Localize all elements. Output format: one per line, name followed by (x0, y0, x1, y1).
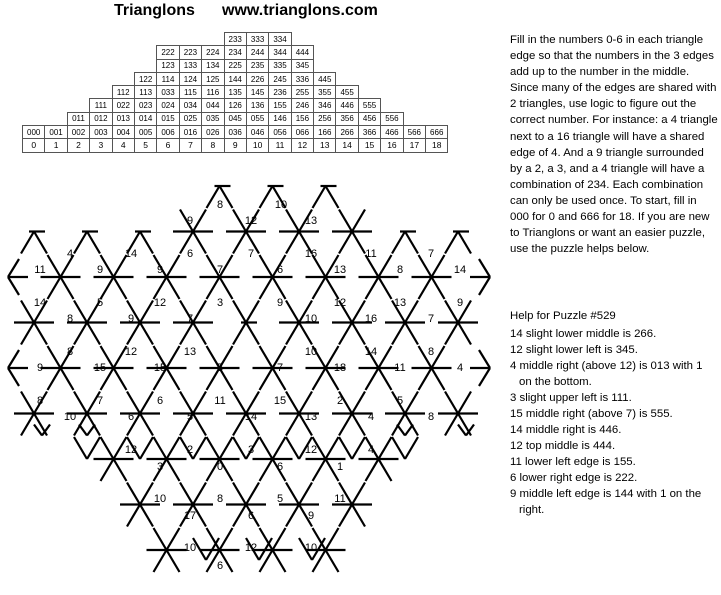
triangle-number[interactable]: 6 (216, 560, 224, 572)
triangle-number[interactable]: 11 (34, 264, 46, 276)
triangle-number[interactable]: 8 (396, 264, 404, 276)
combo-cell: 001 (45, 126, 67, 139)
help-item: 14 slight lower middle is 266. (510, 328, 657, 340)
edge-caret (87, 437, 100, 459)
combo-cell: 111 (90, 99, 112, 112)
triangle-number[interactable]: 9 (456, 297, 464, 309)
help-item: 9 middle left edge is 144 with 1 on the right. (510, 488, 702, 516)
triangle-number[interactable]: 14 (364, 346, 378, 358)
triangle-number[interactable]: 13 (333, 264, 347, 276)
edge-v (87, 425, 95, 436)
sum-cell: 10 (246, 139, 268, 152)
edge-arrow (479, 350, 490, 368)
combo-cell: 115 (179, 86, 201, 99)
triangle-number[interactable]: 14 (33, 297, 47, 309)
triangle-number[interactable]: 12 (304, 444, 318, 456)
triangle-number[interactable]: 2 (336, 395, 344, 407)
combo-cell: 006 (157, 126, 179, 139)
edge-caret (233, 323, 246, 345)
edge-v (405, 425, 413, 436)
triangle-number[interactable]: 12 (244, 215, 258, 227)
edge-caret (339, 437, 352, 459)
help-item: 3 slight upper left is 111. (510, 392, 632, 404)
edge-caret (326, 186, 339, 208)
sum-cell: 2 (67, 139, 89, 152)
combo-cell: 005 (134, 126, 156, 139)
combo-cell: 335 (269, 59, 291, 72)
combo-cell: 003 (90, 126, 112, 139)
combo-cell: 126 (224, 99, 246, 112)
triangle-number[interactable]: 10 (63, 411, 77, 423)
triangle-number[interactable]: 10 (304, 313, 318, 325)
triangle-number[interactable]: 4 (456, 362, 464, 374)
combo-cell: 333 (246, 33, 268, 46)
combo-cell: 256 (314, 112, 336, 125)
combo-cell: 246 (291, 99, 313, 112)
triangle-number[interactable]: 3 (216, 297, 224, 309)
help-item: 4 middle right (above 12) is 013 with 1 on the bottom. (510, 360, 703, 388)
triangle-number[interactable]: 12 (153, 297, 167, 309)
triangle-number[interactable]: 3 (247, 444, 255, 456)
triangle-number[interactable]: 6 (127, 411, 135, 423)
edge-arrow (8, 259, 19, 277)
sum-cell: 6 (157, 139, 179, 152)
triangle-number[interactable]: 7 (96, 395, 104, 407)
sum-cell: 14 (336, 139, 358, 152)
triangle-number[interactable]: 8 (36, 395, 44, 407)
triangle-number[interactable]: 6 (276, 461, 284, 473)
combo-cell: 334 (269, 33, 291, 46)
combo-cell: 234 (224, 46, 246, 59)
triangle-number[interactable]: 10 (304, 346, 318, 358)
edge-caret (246, 323, 259, 345)
edge-caret (260, 186, 273, 208)
combo-cell: 225 (224, 59, 246, 72)
sum-cell: 1 (45, 139, 67, 152)
triangle-number[interactable]: 6 (247, 510, 255, 522)
help-item: 6 lower right edge is 222. (510, 472, 638, 484)
edge-caret (392, 437, 405, 459)
combo-cell: 066 (291, 126, 313, 139)
combo-cell: 133 (179, 59, 201, 72)
combo-cell: 345 (291, 59, 313, 72)
website-link[interactable]: www.trianglons.com (222, 2, 378, 19)
triangle-number[interactable]: 12 (124, 444, 138, 456)
sum-cell: 3 (90, 139, 112, 152)
sum-cell: 17 (403, 139, 425, 152)
combo-cell: 445 (314, 72, 336, 85)
combo-cell: 556 (381, 112, 403, 125)
sum-cell: 18 (426, 139, 448, 152)
triangle-number[interactable]: 9 (307, 510, 315, 522)
combo-cell: 016 (179, 126, 201, 139)
combo-cell: 566 (403, 126, 425, 139)
triangle-number[interactable]: 7 (427, 248, 435, 260)
combo-cell: 136 (246, 99, 268, 112)
sum-cell: 7 (179, 139, 201, 152)
triangle-number[interactable]: 6 (276, 264, 284, 276)
combo-cell: 114 (157, 72, 179, 85)
triangle-number[interactable]: 0 (216, 461, 224, 473)
triangle-number[interactable]: 18 (333, 362, 347, 374)
triangle-number[interactable]: 9 (36, 362, 44, 374)
combo-cell: 022 (112, 99, 134, 112)
triangle-number[interactable]: 11 (365, 248, 377, 260)
combo-cell: 000 (23, 126, 45, 139)
edge-caret (233, 301, 246, 323)
triangle-number[interactable]: 14 (453, 264, 467, 276)
edge-caret (87, 232, 100, 254)
edge-caret (193, 437, 206, 459)
combo-cell: 235 (246, 59, 268, 72)
sum-cell: 11 (269, 139, 291, 152)
combo-cell: 226 (246, 72, 268, 85)
edge-arrow (8, 350, 19, 368)
edge-caret (246, 301, 259, 323)
combo-cell: 023 (134, 99, 156, 112)
sum-cell: 16 (381, 139, 403, 152)
triangle-number[interactable]: 10 (183, 542, 197, 554)
combo-cell: 466 (381, 126, 403, 139)
combo-cell: 056 (269, 126, 291, 139)
combo-cell: 355 (314, 86, 336, 99)
triangle-number[interactable]: 17 (183, 510, 197, 522)
triangle-number[interactable]: 9 (127, 313, 135, 325)
edge-caret (140, 232, 153, 254)
triangle-number[interactable]: 9 (276, 297, 284, 309)
triangle-number[interactable]: 7 (247, 248, 255, 260)
combo-cell: 025 (179, 112, 201, 125)
help-item: 15 middle right (above 7) is 555. (510, 408, 673, 420)
triangle-number[interactable]: 11 (334, 493, 346, 505)
sum-cell: 0 (23, 139, 45, 152)
triangle-number[interactable]: 3 (156, 461, 164, 473)
combo-cell: 116 (202, 86, 224, 99)
combo-cell: 146 (269, 112, 291, 125)
combo-cell: 124 (179, 72, 201, 85)
combo-cell: 224 (202, 46, 224, 59)
triangle-number[interactable]: 7 (276, 362, 284, 374)
combo-cell: 346 (314, 99, 336, 112)
edge-caret (458, 232, 471, 254)
triangle-number[interactable]: 13 (183, 346, 197, 358)
combo-cell: 122 (134, 72, 156, 85)
help-item: 14 middle right is 446. (510, 424, 622, 436)
triangle-number[interactable]: 12 (244, 542, 258, 554)
combo-cell: 145 (246, 86, 268, 99)
triangle-number[interactable]: 9 (96, 264, 104, 276)
combo-cell: 444 (291, 46, 313, 59)
edge-caret (392, 232, 405, 254)
triangle-number[interactable]: 2 (186, 444, 194, 456)
triangle-number[interactable]: 16 (364, 313, 378, 325)
triangle-number[interactable]: 15 (153, 362, 167, 374)
triangle-number[interactable]: 8 (427, 346, 435, 358)
sum-cell: 15 (358, 139, 380, 152)
combo-cell: 135 (224, 86, 246, 99)
combo-cell: 244 (246, 46, 268, 59)
combo-cell: 344 (269, 46, 291, 59)
triangle-number[interactable]: 13 (304, 411, 318, 423)
triangle-number[interactable]: 12 (124, 346, 138, 358)
triangle-number[interactable]: 14 (244, 411, 258, 423)
combo-cell: 155 (269, 99, 291, 112)
combo-cell: 555 (358, 99, 380, 112)
triangle-number[interactable]: 5 (186, 411, 194, 423)
triangle-number[interactable]: 10 (274, 199, 288, 211)
combo-cell: 222 (157, 46, 179, 59)
help-title: Help for Puzzle #529 (510, 310, 616, 322)
edge-arrow (479, 259, 490, 277)
sum-cell: 12 (291, 139, 313, 152)
triangle-number[interactable]: 7 (186, 313, 194, 325)
edge-arrow (479, 368, 490, 386)
edge-caret (313, 186, 326, 208)
triangle-number[interactable]: 5 (276, 493, 284, 505)
combo-cell: 011 (67, 112, 89, 125)
triangle-number[interactable]: 1 (336, 461, 344, 473)
sum-cell: 5 (134, 139, 156, 152)
triangle-number[interactable]: 5 (216, 362, 224, 374)
triangle-number[interactable]: 9 (156, 264, 164, 276)
triangle-number[interactable]: 8 (216, 493, 224, 505)
combo-cell: 014 (134, 112, 156, 125)
combo-cell: 233 (224, 33, 246, 46)
triangle-number[interactable]: 4 (66, 248, 74, 260)
triangle-number[interactable]: 8 (66, 346, 74, 358)
triangle-number[interactable]: 15 (93, 362, 107, 374)
combo-cell: 134 (202, 59, 224, 72)
triangle-number[interactable]: 5 (96, 297, 104, 309)
triangle-number[interactable]: 8 (427, 411, 435, 423)
triangle-number[interactable]: 16 (304, 248, 318, 260)
combo-cell: 223 (179, 46, 201, 59)
combo-cell: 112 (112, 86, 134, 99)
triangle-number[interactable]: 8 (216, 199, 224, 211)
combo-cell: 356 (336, 112, 358, 125)
combo-cell: 255 (291, 86, 313, 99)
combo-cell: 455 (336, 86, 358, 99)
combo-cell: 446 (336, 99, 358, 112)
combo-cell: 236 (269, 86, 291, 99)
triangle-number[interactable]: 15 (273, 395, 287, 407)
edge-caret (445, 232, 458, 254)
triangle-number[interactable]: 4 (367, 411, 375, 423)
edge-caret (74, 232, 87, 254)
combo-cell: 113 (134, 86, 156, 99)
combo-cell: 123 (157, 59, 179, 72)
app-title: Trianglons (114, 2, 195, 19)
combo-cell: 013 (112, 112, 134, 125)
triangle-number[interactable]: 13 (393, 297, 407, 309)
help-item: 11 lower left edge is 155. (510, 456, 636, 468)
triangle-number[interactable]: 13 (304, 215, 318, 227)
edge-v (397, 425, 405, 436)
combo-cell: 045 (224, 112, 246, 125)
triangle-number[interactable]: 8 (66, 313, 74, 325)
edge-caret (352, 437, 365, 459)
edge-caret (34, 232, 47, 254)
edge-caret (21, 232, 34, 254)
combo-cell: 036 (224, 126, 246, 139)
edge-arrow (8, 277, 19, 295)
triangle-number[interactable]: 10 (153, 493, 167, 505)
combo-cell: 024 (157, 99, 179, 112)
instructions-text: Fill in the numbers 0-6 in each triangle edge so that the numbers in the 3 edges add up to the number in the middle. Since many of the edges are shared with 2 triangles, use logic to figure out the correct number. For instance: a 4 triangle next to a 16 triangle will have a shared edge of 4. And a 9 triangle surrounded by a 2, a 3, and a 4 triangle will have a combination of 234. Each combination can only be used once. To start, fill in 000 for 0 and 666 for 18. If you are new to Trianglons or want an easier puzzle, use the puzzle helps below. (510, 34, 718, 256)
sum-cell: 4 (112, 139, 134, 152)
combo-cell: 044 (202, 99, 224, 112)
combo-cell: 015 (157, 112, 179, 125)
combo-cell: 035 (202, 112, 224, 125)
combo-cell: 046 (246, 126, 268, 139)
combo-cell: 166 (314, 126, 336, 139)
edge-caret (74, 437, 87, 459)
triangle-number[interactable]: 4 (367, 444, 375, 456)
sum-cell: 13 (314, 139, 336, 152)
combo-cell: 336 (291, 72, 313, 85)
combo-cell: 366 (358, 126, 380, 139)
edge-arrow (8, 368, 19, 386)
combo-cell: 666 (426, 126, 448, 139)
triangle-number[interactable]: 6 (186, 248, 194, 260)
edge-arrow (479, 277, 490, 295)
sum-cell: 9 (224, 139, 246, 152)
triangle-number[interactable]: 11 (394, 362, 406, 374)
combo-cell: 456 (358, 112, 380, 125)
edge-caret (233, 437, 246, 459)
help-list (510, 326, 718, 518)
combo-cell: 026 (202, 126, 224, 139)
combo-cell: 004 (112, 126, 134, 139)
combo-cell: 144 (224, 72, 246, 85)
triangle-number[interactable]: 6 (156, 395, 164, 407)
triangle-number[interactable]: 7 (427, 313, 435, 325)
combo-cell: 034 (179, 99, 201, 112)
edge-caret (140, 437, 153, 459)
edge-caret (405, 437, 418, 459)
help-item: 12 slight lower left is 345. (510, 344, 638, 356)
triangle-number[interactable]: 5 (396, 395, 404, 407)
triangle-number[interactable]: 12 (333, 297, 347, 309)
help-item: 12 top middle is 444. (510, 440, 616, 452)
combo-cell: 002 (67, 126, 89, 139)
edge-v (79, 425, 87, 436)
triangle-number[interactable]: 10 (304, 542, 318, 554)
combo-cell: 012 (90, 112, 112, 125)
combo-cell: 055 (246, 112, 268, 125)
combo-cell: 245 (269, 72, 291, 85)
triangle-number[interactable]: 9 (186, 215, 194, 227)
triangle-number[interactable]: 14 (124, 248, 138, 260)
triangle-number[interactable]: 11 (214, 395, 226, 407)
combo-cell: 033 (157, 86, 179, 99)
combo-cell: 266 (336, 126, 358, 139)
combo-cell: 156 (291, 112, 313, 125)
triangle-number[interactable]: 7 (216, 264, 224, 276)
combo-cell: 125 (202, 72, 224, 85)
edge-caret (286, 437, 299, 459)
sum-cell: 8 (202, 139, 224, 152)
edge-caret (405, 232, 418, 254)
